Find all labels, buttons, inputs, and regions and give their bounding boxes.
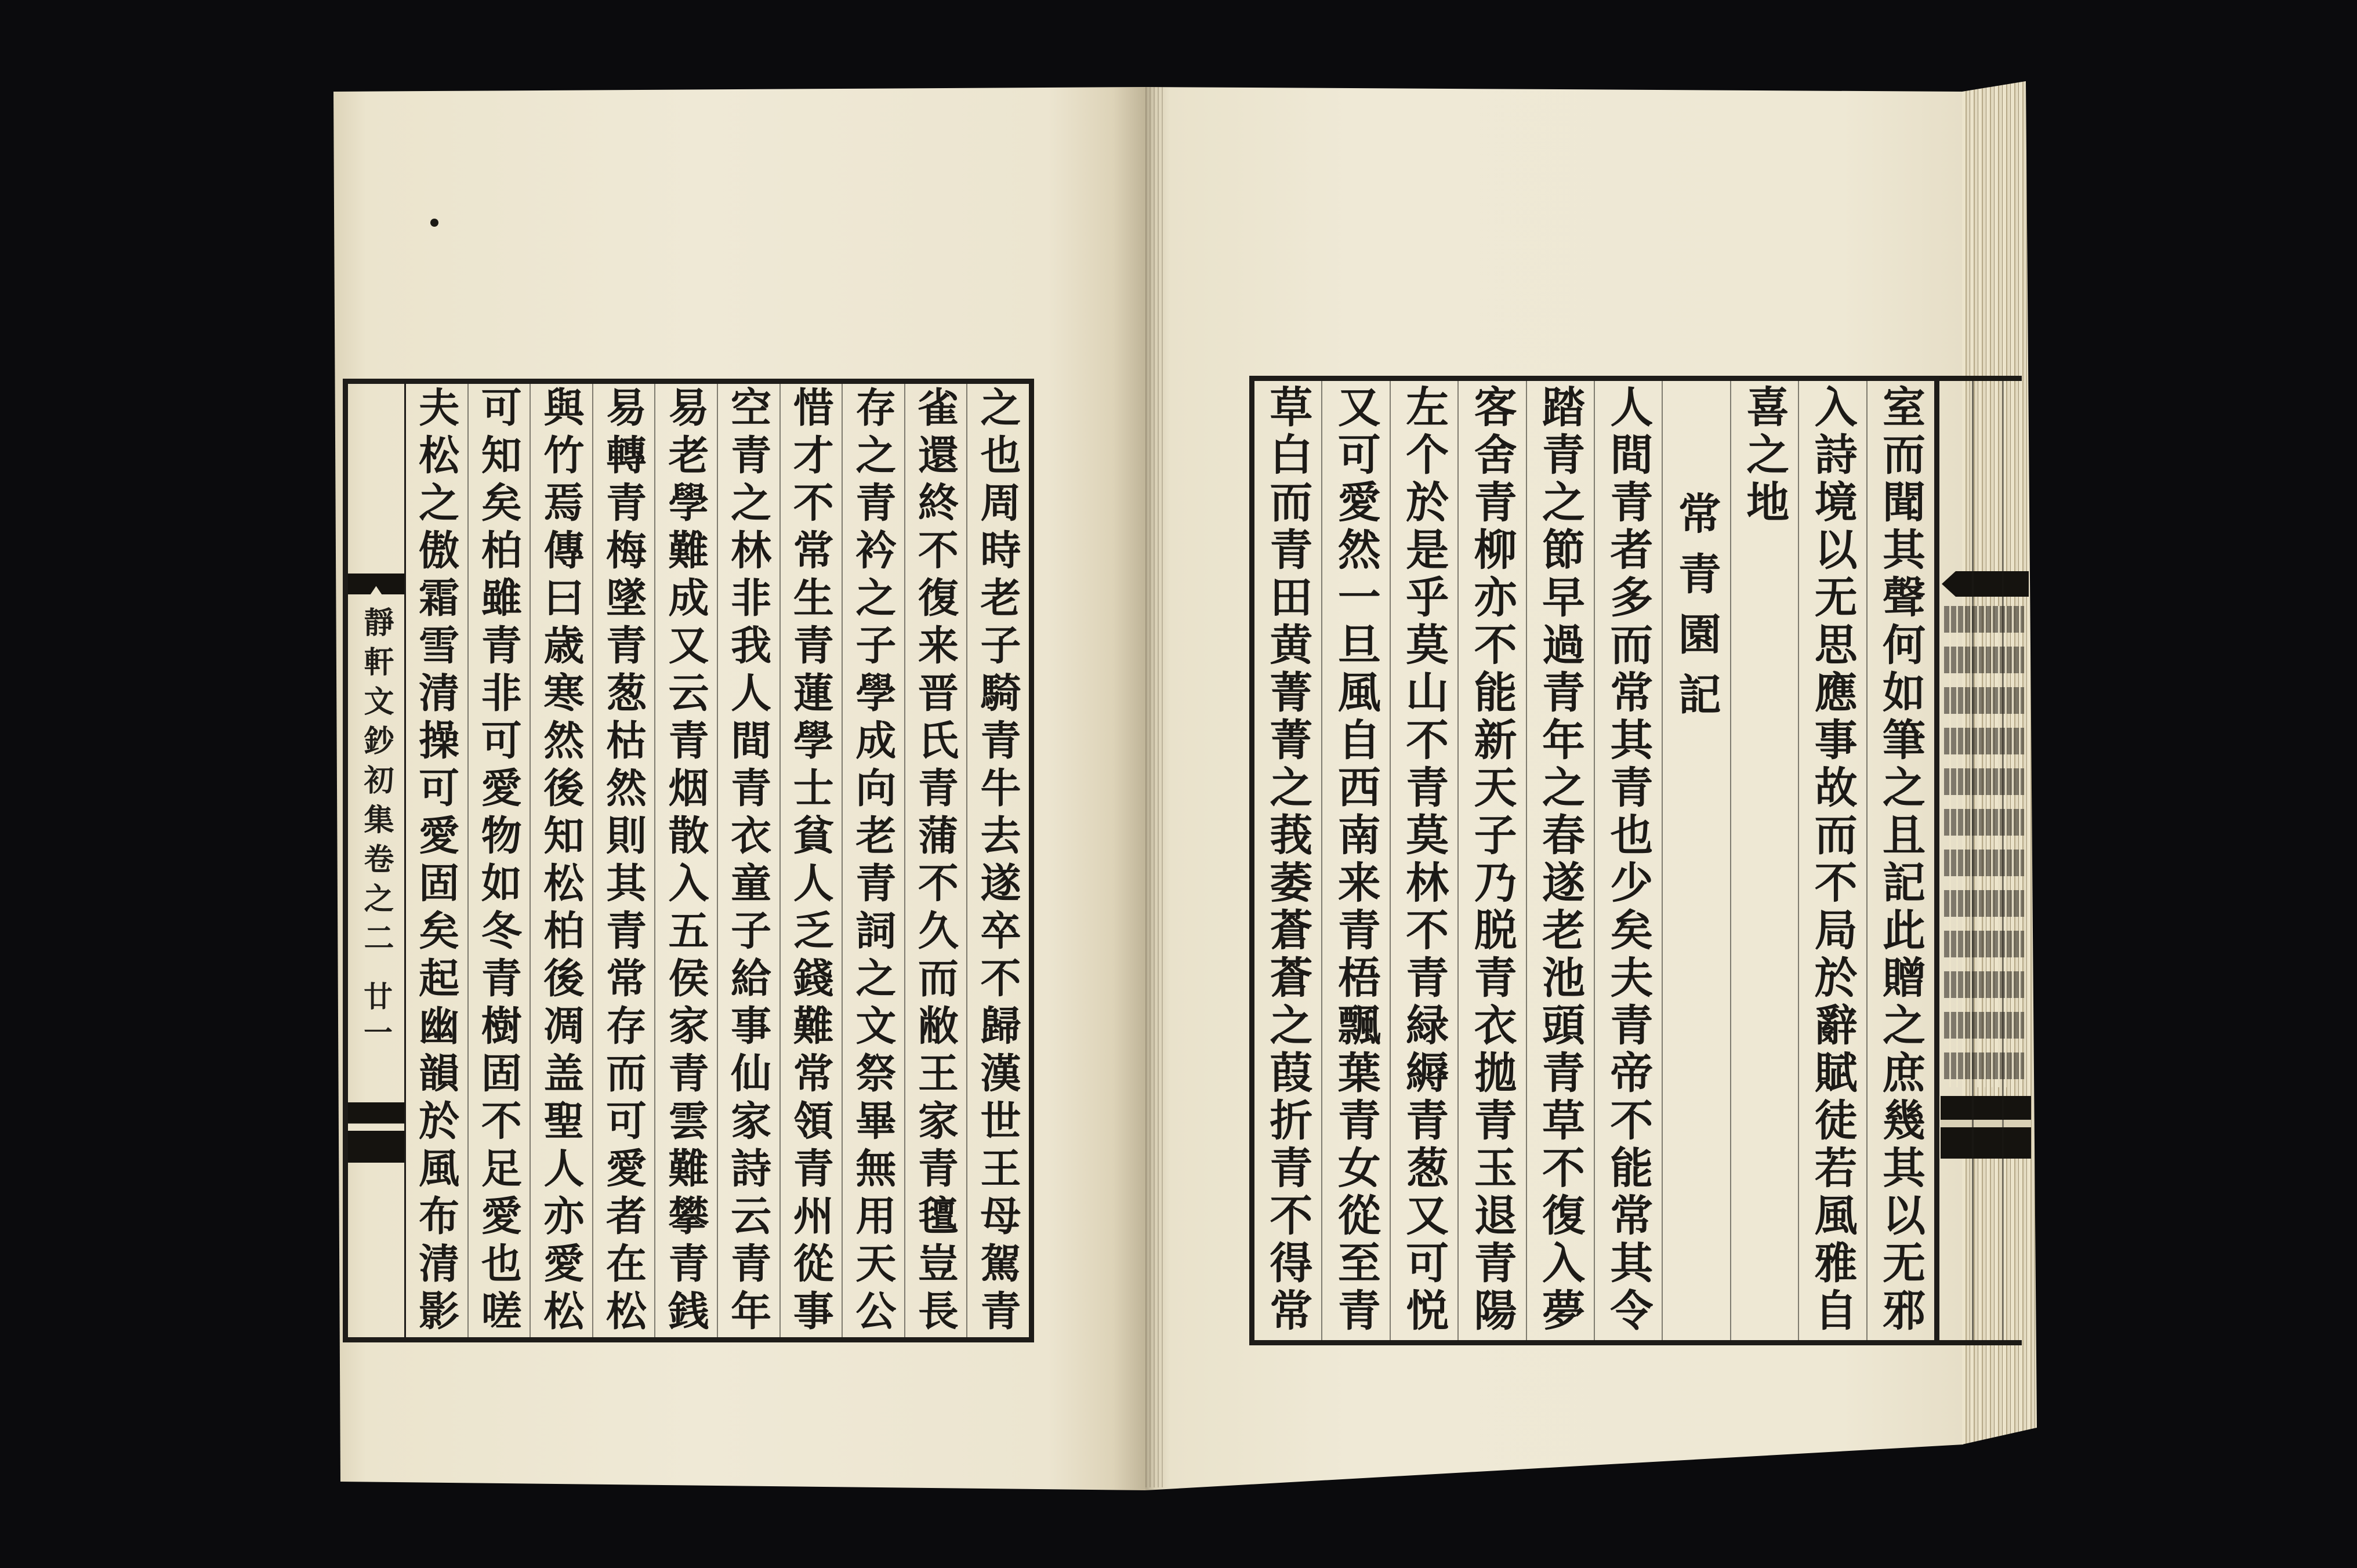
ink-spot [430, 219, 438, 227]
fore-edge-frame-line [1972, 376, 1974, 1345]
text-column: 踏青之節早過青年之春遂老池頭青草不復入夢 [1526, 381, 1594, 1340]
text-column: 惜才不常生青蓮學士貧人乏錢難常領青州從事 [779, 384, 842, 1337]
left-page-text-columns [406, 384, 1029, 1337]
fore-edge-printed-marks [1944, 606, 2024, 1087]
text-column: 喜之地 [1730, 381, 1798, 1340]
fore-edge-fishtail-bottom [1941, 1096, 2031, 1159]
text-column: 客舍青柳亦不能新天子乃脱青衣拋青玉退青陽 [1457, 381, 1525, 1340]
text-column: 易轉青梅墜青葱枯然則其青常存而可愛者在松 [592, 384, 655, 1337]
text-column: 草白而青田黄菁菁之莪萎蒼蒼之葭折青不得常 [1263, 384, 1313, 1335]
text-column: 易老學難成又云青烟散入五侯家青雲難攀青銭 [654, 384, 717, 1337]
fore-edge-fishtail-top [1942, 571, 2029, 597]
fishtail-mark-top [348, 574, 404, 594]
text-column: 與竹焉傳曰歳寒然後知松柏後凋盖聖人亦愛松 [530, 384, 592, 1337]
right-page-text-columns [1254, 381, 1934, 1340]
text-column: 又可愛然一旦風自西南来青梧飄葉青女從至青 [1321, 381, 1389, 1340]
text-column: 入詩境以无思應事故而不局於辭賦徒若風雅自 [1798, 381, 1866, 1340]
text-column: 夫松之傲霜雪清操可愛固矣起幽韻於風布清影 [412, 386, 460, 1337]
text-column: 室而聞其聲何如筆之且記此贈之庶幾其以无邪 [1866, 381, 1934, 1340]
fore-edge-frame-top-rule [1935, 376, 2022, 381]
text-column: 存之青衿之子學成向老青詞之文祭畢無用天公 [842, 384, 904, 1337]
text-column: 人間青者多而常其青也少矣夫青帝不能常其令 [1594, 381, 1662, 1340]
left-page-text-frame [343, 379, 1034, 1342]
right-page-text-frame [1249, 376, 1939, 1345]
fore-edge-frame-line [2002, 376, 2004, 1345]
gutter-fold [1145, 87, 1163, 1487]
text-column: 之也周時老子騎青牛去遂卒不歸漢世王母駕青 [966, 384, 1029, 1337]
fishtail-mark-bottom [348, 1102, 404, 1163]
text-column: 可知矣柏雖青非可愛物如冬青樹固不足愛也嗟 [467, 384, 530, 1337]
essay-title: 常青園記 [1662, 381, 1729, 1340]
margin-book-title: 靜軒文鈔初集卷之二 [358, 607, 394, 961]
block-center-margin [348, 384, 406, 1337]
text-column: 左个於是乎莫山不青莫林不青緑縟青葱又可悦 [1390, 381, 1457, 1340]
margin-page-number: 廿一 [359, 981, 393, 1053]
text-column: 空青之林非我人間青衣童子給事仙家詩云青年 [717, 384, 779, 1337]
fore-edge-frame-bottom-rule [1935, 1340, 2022, 1345]
text-column: 雀還終不復来晋氏青蒲不久而敝王家青氊豈長 [904, 384, 967, 1337]
